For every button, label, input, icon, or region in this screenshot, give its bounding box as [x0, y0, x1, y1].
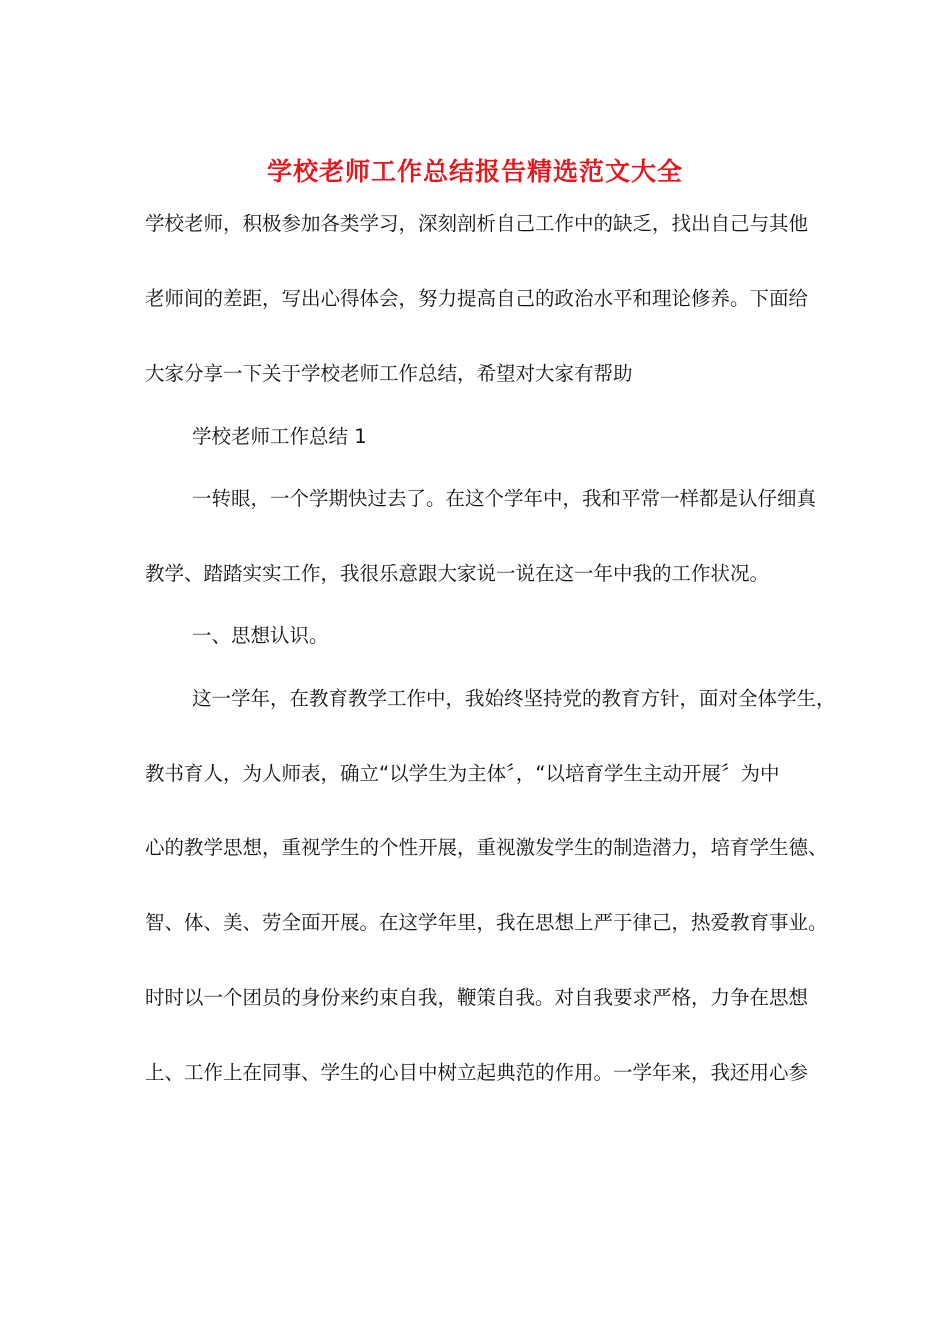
paragraph-line: 智、体、美、劳全面开展。在这学年里，我在思想上严于律己，热爱教育事业。 [145, 911, 828, 934]
subsection-heading: 一、思想认识。 [192, 624, 329, 647]
paragraph-line: 学校老师，积极参加各类学习，深刻剖析自己工作中的缺乏，找出自己与其他 [145, 212, 809, 235]
paragraph-line: 教书育人，为人师表，确立“以学生为主体〞，“以培育学生主动开展〞为中 [145, 762, 780, 785]
paragraph-line: 时时以一个团员的身份来约束自我，鞭策自我。对自我要求严格，力争在思想 [145, 986, 809, 1009]
paragraph-line: 教学、踏踏实实工作，我很乐意跟大家说一说在这一年中我的工作状况。 [145, 562, 770, 585]
paragraph-line: 一转眼，一个学期快过去了。在这个学年中，我和平常一样都是认仔细真 [192, 487, 817, 510]
paragraph-line: 心的教学思想，重视学生的个性开展，重视激发学生的制造潜力，培育学生德、 [145, 836, 828, 859]
paragraph-line: 大家分享一下关于学校老师工作总结，希望对大家有帮助 [145, 362, 633, 385]
paragraph-line: 上、工作上在同事、学生的心目中树立起典范的作用。一学年来，我还用心参 [145, 1061, 809, 1084]
paragraph-line: 老师间的差距，写出心得体会，努力提高自己的政治水平和理论修养。下面给 [145, 287, 809, 310]
section-heading: 学校老师工作总结 1 [192, 425, 367, 448]
paragraph-line: 这一学年，在教育教学工作中，我始终坚持党的教育方针，面对全体学生， [192, 687, 836, 710]
document-title: 学校老师工作总结报告精选范文大全 [266, 157, 683, 186]
